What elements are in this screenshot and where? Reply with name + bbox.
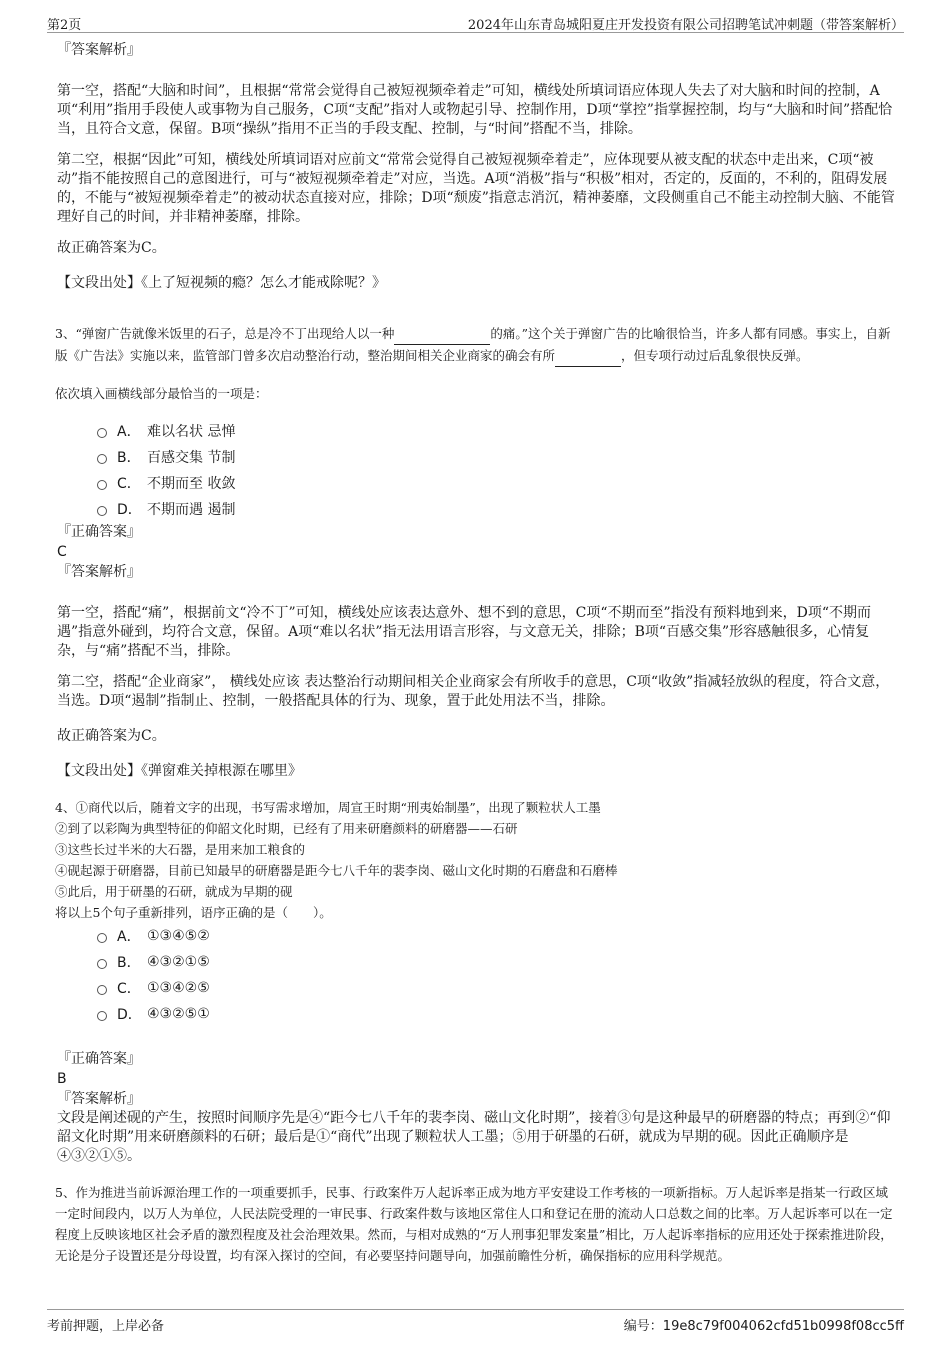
document-title: 2024年山东青岛城阳夏庄开发投资有限公司招聘笔试冲刺题（带答案解析） (467, 18, 904, 33)
q2-analysis-label: 『答案解析』 (57, 42, 141, 58)
radio-icon[interactable] (97, 959, 107, 969)
q3-option-c[interactable]: C． 不期而至 收敛 (97, 470, 897, 496)
q4-question: 将以上5个句子重新排列，语序正确的是（ ）。 (55, 905, 332, 920)
q4-option-b[interactable]: B． ④③②①⑤ (97, 949, 897, 975)
q4-analysis-label: 『答案解析』 (57, 1091, 141, 1107)
q3-blank-2 (555, 345, 621, 367)
q3-answer-label: 『正确答案』 (57, 524, 141, 540)
footer-slogan: 考前押题，上岸必备 (47, 1319, 165, 1334)
document-body (57, 40, 897, 1266)
radio-icon[interactable] (97, 1011, 107, 1021)
q3-analysis-label: 『答案解析』 (57, 564, 141, 580)
q3-option-d[interactable]: D． 不期而遇 遏制 (97, 496, 897, 522)
document-id: 编号：19e8c79f004062cfd51b0998f08cc5ff (623, 1319, 904, 1334)
q3-conclusion: 故正确答案为C。 (57, 728, 166, 744)
q3-stem: 3、“弹窗广告就像米饭里的石子，总是冷不丁出现给人以一种 的痛。”这个关于弹窗广告的比喻很恰当，许多人都有同感。事实上，自新版《广告法》实施以来，监管部门曾多次启动整治行动，整治期间相关企业商家的确会有所 ，但专项行动过后乱象很快反弹。 (55, 323, 897, 367)
q3-blank-1 (394, 323, 490, 345)
q3-source: 【文段出处】《弹窗难关掉根源在哪里》 (57, 763, 302, 779)
q4-line: ②到了以彩陶为典型特征的仰韶文化时期，已经有了用来研磨颜料的研磨器——石研 (55, 821, 518, 836)
q3-answer: C (57, 544, 67, 560)
q4-line: ④砚起源于研磨器，目前已知最早的研磨器是距今七八千年的裴李岗、磁山文化时期的石磨盘和石磨棒 (55, 863, 618, 878)
q4-options (97, 923, 897, 1027)
page-footer (47, 1309, 904, 1336)
radio-icon[interactable] (97, 428, 107, 438)
q3-option-a[interactable]: A． 难以名状 忌惮 (97, 418, 897, 444)
page-header (47, 12, 904, 33)
q2-conclusion: 故正确答案为C。 (57, 240, 166, 256)
q4-stem (55, 797, 897, 923)
q4-line: ③这些长过半米的大石器，是用来加工粮食的 (55, 842, 306, 857)
page-number: 第2页 (47, 18, 82, 33)
q4-line: 4、①商代以后，随着文字的出现，书写需求增加，周宣王时期“刑夷始制墨”，出现了颗粒状人工墨 (55, 800, 601, 815)
q3-options (97, 418, 897, 522)
radio-icon[interactable] (97, 454, 107, 464)
radio-icon[interactable] (97, 480, 107, 490)
q2-analysis-p2: 第二空，根据“因此”可知，横线处所填词语对应前文“常常会觉得自己被短视频牵着走”，应体现要从被支配的状态中走出来，C项“被动”指不能按照自己的意图进行，可与“被短视频牵着走”对应，当选。A项“消极”指与“积极”相对，否定的，反面的，不利的，阻碍发展的，不能与“被短视频牵着走”的被动状态直接对应，排除；D项“颓废”指意志消沉，精神萎靡，文段侧重自己不能主动控制大脑、不能管理好自己的时间，并非精神萎靡，排除。 (57, 152, 895, 225)
q4-line: ⑤此后，用于研墨的石研，就成为早期的砚 (55, 884, 293, 899)
q4-option-c[interactable]: C． ①③④②⑤ (97, 975, 897, 1001)
q4-answer-label: 『正确答案』 (57, 1051, 141, 1067)
q2-analysis-p1: 第一空，搭配“大脑和时间”，且根据“常常会觉得自己被短视频牵着走”可知，横线处所填词语应体现人失去了对大脑和时间的控制，A项“利用”指用手段使人或事物为自己服务，C项“支配”指对人或物起引导、控制作用，D项“掌控”指掌握控制，均与“大脑和时间”搭配恰当，且符合文意，保留。B项“操纵”指用不正当的手段支配、控制，与“时间”搭配不当，排除。 (57, 83, 893, 137)
q2-source: 【文段出处】《上了短视频的瘾？怎么才能戒除呢？》 (57, 275, 386, 291)
q4-analysis: 文段是阐述砚的产生，按照时间顺序先是④“距今七八千年的裴李岗、磁山文化时期”，接着③句是这种最早的研磨器的特点；再到②“仰韶文化时期”用来研磨颜料的石研；最后是①“商代”出现了颗粒状人工墨；⑤用于研墨的石研，就成为早期的砚。因此正确顺序是④③②①⑤。 (57, 1110, 891, 1164)
q3-option-b[interactable]: B． 百感交集 节制 (97, 444, 897, 470)
q4-answer: B (57, 1071, 67, 1087)
radio-icon[interactable] (97, 933, 107, 943)
q3-prompt: 依次填入画横线部分最恰当的一项是： (55, 386, 268, 401)
q3-analysis-p1: 第一空，搭配“痛”，根据前文“冷不丁”可知，横线处应该表达意外、想不到的意思，C项“不期而至”指没有预料地到来，D项“不期而遇”指意外碰到，均符合文意，保留。A项“难以名状”指无法用语言形容，与文意无关，排除；B项“百感交集”形容感触很多，心情复杂，与“痛”搭配不当，排除。 (57, 605, 872, 659)
q3-analysis-p2: 第二空，搭配“企业商家”， 横线处应该 表达整治行动期间相关企业商家会有所收手的意思，C项“收敛”指减轻放纵的程度，符合文意，当选。D项“遏制”指制止、控制，一般搭配具体的行为、现象，置于此处用法不当，排除。 (57, 674, 890, 709)
q4-option-d[interactable]: D． ④③②⑤① (97, 1001, 897, 1027)
radio-icon[interactable] (97, 985, 107, 995)
radio-icon[interactable] (97, 506, 107, 516)
q4-option-a[interactable]: A． ①③④⑤② (97, 923, 897, 949)
q5-stem: 5、作为推进当前诉源治理工作的一项重要抓手，民事、行政案件万人起诉率正成为地方平安建设工作考核的一项新指标。万人起诉率是指某一行政区域一定时间段内，以万人为单位，人民法院受理的一审民事、行政案件数与该地区常住人口和登记在册的流动人口总数之间的比率。万人起诉率可以在一定程度上反映该地区社会矛盾的激烈程度及社会治理效果。然而，与相对成熟的“万人刑事犯罪发案量”相比，万人起诉率指标的应用还处于探索推进阶段，无论是分子设置还是分母设置，均有深入探讨的空间，有必要坚持问题导向，加强前瞻性分析，确保指标的应用科学规范。 (55, 1185, 893, 1263)
